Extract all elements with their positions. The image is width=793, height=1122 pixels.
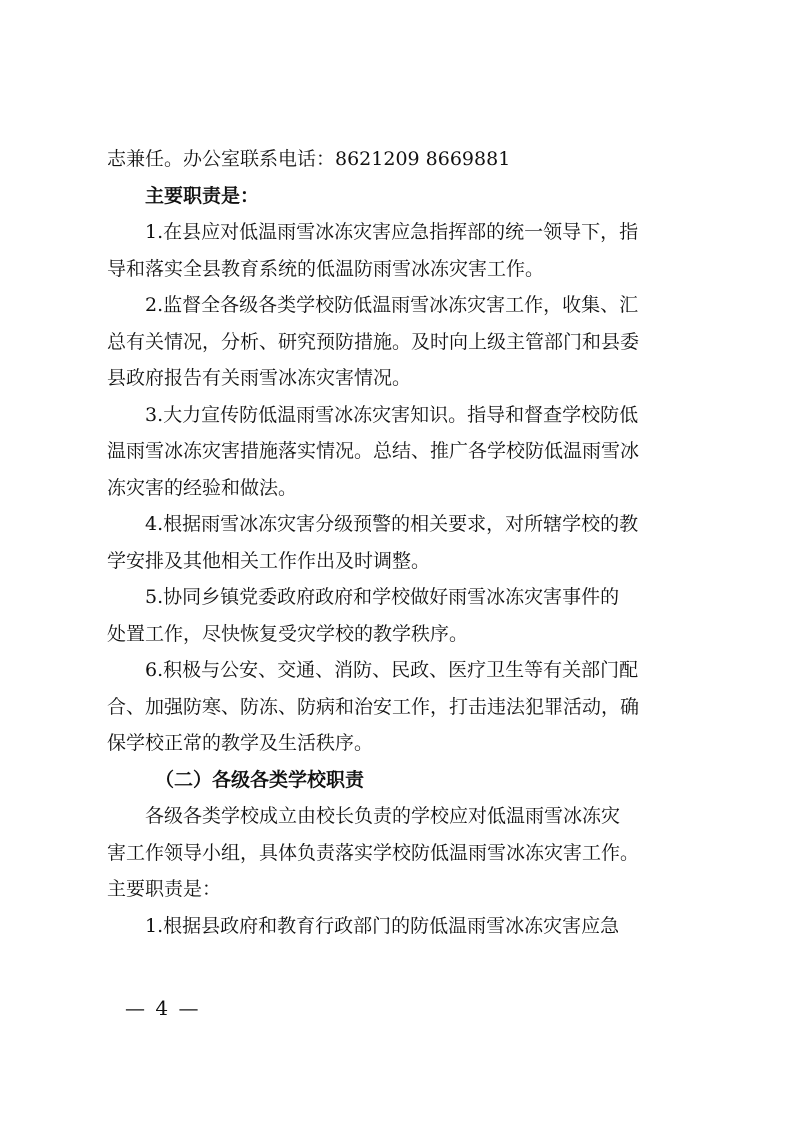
- text-line: 志兼任。办公室联系电话：8621209 8669881: [107, 148, 511, 170]
- text-line: 县政府报告有关雨雪冰冻灾害情况。: [107, 367, 412, 389]
- text-line: 6.积极与公安、交通、消防、民政、医疗卫生等有关部门配: [145, 659, 639, 681]
- subsection-heading: （二）各级各类学校职责: [155, 768, 365, 791]
- text-line: 冻灾害的经验和做法。: [107, 476, 298, 499]
- text-line: 总有关情况，分析、研究预防措施。及时向上级主管部门和县委: [107, 330, 640, 353]
- text-line: 学安排及其他相关工作作出及时调整。: [107, 549, 431, 572]
- text-line: 5.协同乡镇党委政府政府和学校做好雨雪冰冻灾害事件的: [145, 586, 620, 608]
- text-line: 保学校正常的教学及生活秩序。: [107, 732, 374, 754]
- text-line: 4.根据雨雪冰冻灾害分级预警的相关要求，对所辖学校的教: [145, 513, 639, 535]
- page-number: — 4 —: [125, 996, 201, 1020]
- text-line: 各级各类学校成立由校长负责的学校应对低温雨雪冰冻灾: [145, 805, 621, 827]
- text-line: 1.在县应对低温雨雪冰冻灾害应急指挥部的统一领导下，指: [145, 221, 639, 243]
- text-line: 温雨雪冰冻灾害措施落实情况。总结、推广各学校防低温雨雪冰: [107, 440, 640, 462]
- document-body: [107, 141, 697, 944]
- text-line: 2.监督全各级各类学校防低温雨雪冰冻灾害工作，收集、汇: [145, 294, 639, 316]
- text-line: 合、加强防寒、防冻、防病和治安工作，打击违法犯罪活动，确: [107, 695, 640, 718]
- text-line: 处置工作，尽快恢复受灾学校的教学秩序。: [107, 622, 469, 645]
- text-line: 主要职责是：: [107, 878, 222, 900]
- text-line: 1.根据县政府和教育行政部门的防低温雨雪冰冻灾害应急: [145, 914, 620, 937]
- text-line: 害工作领导小组，具体负责落实学校防低温雨雪冰冻灾害工作。: [107, 841, 640, 864]
- section-heading: 主要职责是：: [145, 184, 260, 207]
- text-line: 导和落实全县教育系统的低温防雨雪冰冻灾害工作。: [107, 257, 545, 280]
- text-line: 3.大力宣传防低温雨雪冰冻灾害知识。指导和督查学校防低: [145, 403, 639, 426]
